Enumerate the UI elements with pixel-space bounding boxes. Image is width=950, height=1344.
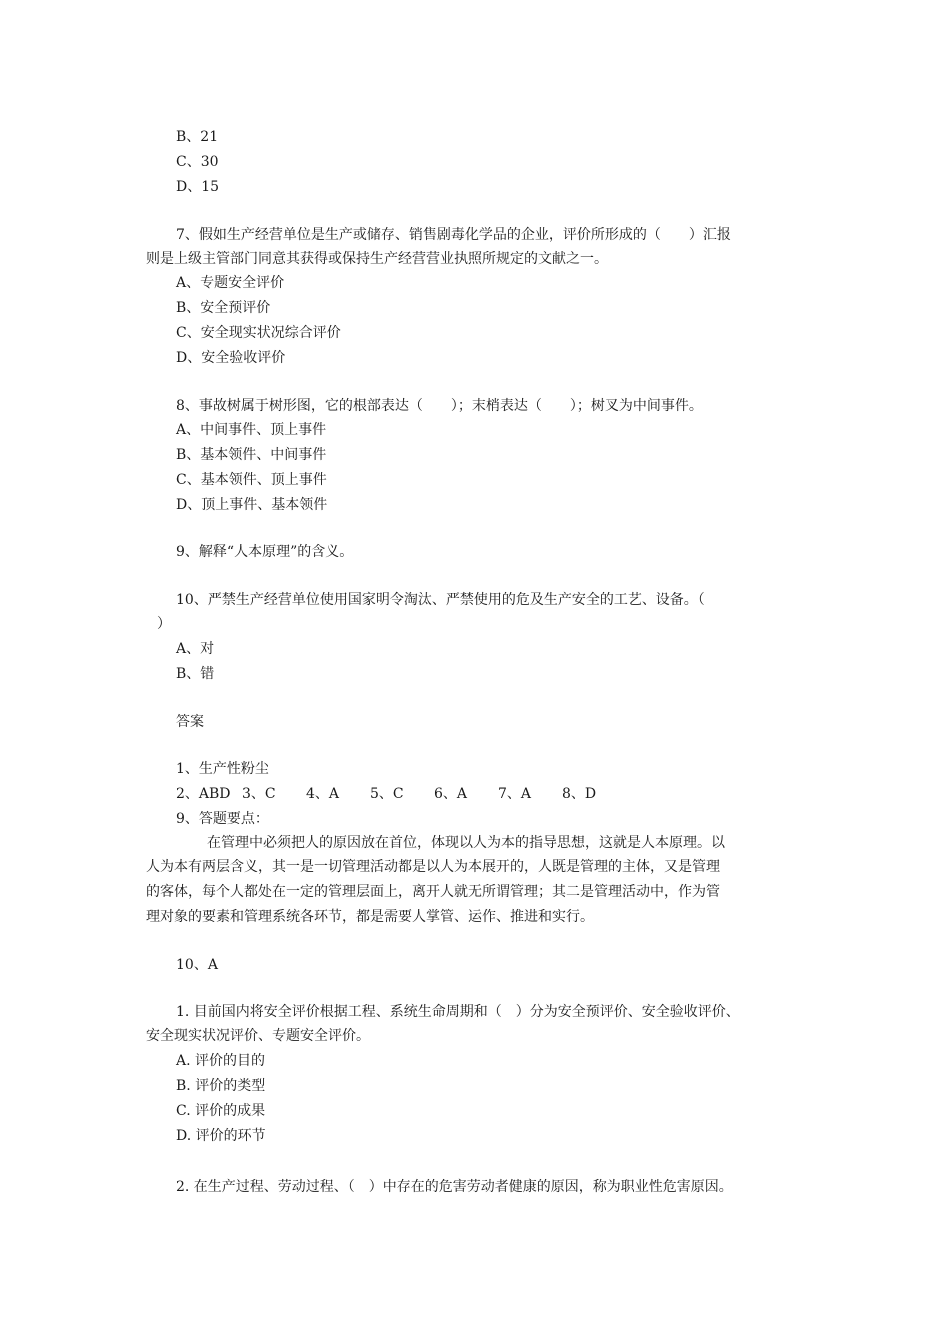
s2-q2-line1: 2. 在生产过程、劳动过程、（ ）中存在的危害劳动者健康的原因，称为职业性危害原因。	[176, 1179, 733, 1195]
answer-5: 5、C	[370, 786, 404, 802]
s2-q1-option-a: A. 评价的目的	[176, 1053, 266, 1069]
q10-option-a: A、对	[176, 641, 215, 657]
answer-2: 2、ABD	[176, 786, 231, 802]
answer-9-line4: 理对象的要素和管理系统各环节，都是需要人掌管、运作、推进和实行。	[146, 909, 594, 925]
q8-option-d: D、顶上事件、基本领件	[176, 497, 328, 513]
answer-10: 10、A	[176, 957, 218, 973]
answer-6: 6、A	[434, 786, 468, 802]
q6-option-c: C、30	[176, 154, 219, 170]
answer-9-line1: 在管理中必须把人的原因放在首位，体现以人为本的指导思想，这就是人本原理。以	[207, 835, 725, 851]
q7-option-a: A、专题安全评价	[176, 275, 285, 291]
answer-9-title: 9、答题要点：	[176, 811, 269, 827]
s2-q1-option-b: B. 评价的类型	[176, 1078, 266, 1094]
answers-heading: 答案	[176, 714, 204, 730]
answer-9-line3: 的客体，每个人都处在一定的管理层面上，离开人就无所谓管理；其二是管理活动中，作为管	[146, 884, 720, 900]
q7-question-line2: 则是上级主管部门同意其获得或保持生产经营营业执照所规定的文献之一。	[146, 251, 608, 267]
answer-9-line2: 人为本有两层含义，其一是一切管理活动都是以人为本展开的，人既是管理的主体，又是管理	[146, 859, 720, 875]
q8-option-c: C、基本领件、顶上事件	[176, 472, 327, 488]
q10-question-line2: ）	[157, 616, 171, 632]
q8-question: 8、事故树属于树形图，它的根部表达（ ）；末梢表达（ ）；树叉为中间事件。	[176, 398, 703, 414]
answer-7: 7、A	[498, 786, 532, 802]
s2-q1-line2: 安全现实状况评价、专题安全评价。	[146, 1028, 370, 1044]
s2-q1-option-c: C. 评价的成果	[176, 1103, 266, 1119]
answer-2-row	[176, 785, 596, 803]
q10-question-line1: 10、严禁生产经营单位使用国家明令淘汰、严禁使用的危及生产安全的工艺、设备。（	[176, 592, 705, 608]
answer-1: 1、生产性粉尘	[176, 761, 269, 777]
q8-option-b: B、基本领件、中间事件	[176, 447, 327, 463]
q7-option-c: C、安全现实状况综合评价	[176, 325, 341, 341]
q7-option-d: D、安全验收评价	[176, 350, 286, 366]
q7-question-line1: 7、假如生产经营单位是生产或储存、销售剧毒化学品的企业，评价所形成的（ ）汇报	[176, 227, 731, 243]
answer-3: 3、C	[242, 786, 276, 802]
q6-option-b: B、21	[176, 129, 219, 145]
s2-q1-line1: 1. 目前国内将安全评价根据工程、系统生命周期和（ ）分为安全预评价、安全验收评价、	[176, 1004, 740, 1020]
q8-option-a: A、中间事件、顶上事件	[176, 422, 327, 438]
answer-4: 4、A	[306, 786, 340, 802]
answer-8: 8、D	[562, 786, 597, 802]
q9-question: 9、解释“人本原理”的含义。	[176, 544, 354, 560]
q7-option-b: B、安全预评价	[176, 300, 271, 316]
q6-option-d: D、15	[176, 179, 220, 195]
s2-q1-option-d: D. 评价的环节	[176, 1128, 266, 1144]
q10-option-b: B、错	[176, 666, 215, 682]
